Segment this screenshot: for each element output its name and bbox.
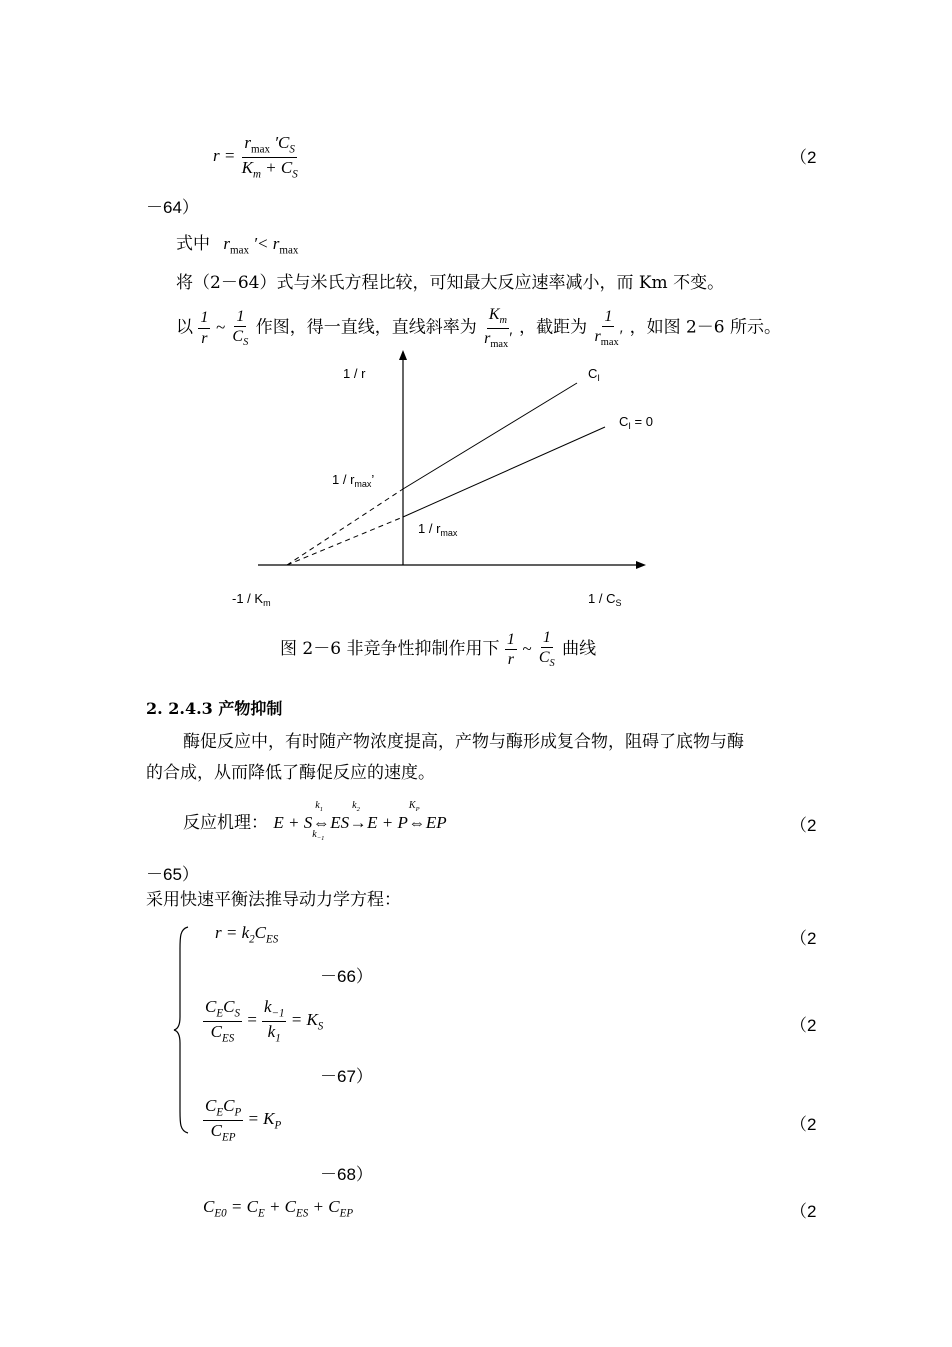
paragraph-line-2: 的合成，从而降低了酶促反应的速度。 bbox=[146, 763, 435, 783]
line-uninhibited bbox=[403, 427, 605, 517]
equation-number-continued: －68） bbox=[320, 1165, 373, 1184]
mechanism-label: 反应机理： bbox=[183, 813, 268, 833]
equation-number-continued: －66） bbox=[320, 967, 373, 986]
where-line: 式中 $r_{max}$ ′< $r_{max}$ bbox=[176, 234, 299, 257]
equation-number: （2 bbox=[790, 929, 817, 948]
equation-number-continued: －65） bbox=[146, 865, 199, 884]
left-brace bbox=[172, 925, 192, 1135]
mechanism-line: 反应机理： E + S $k_1$ ⇔ $k_{-1}$ ES $k_2$ →E + P $K_P$ ⇔EP bbox=[183, 800, 447, 842]
equation-number: （2 bbox=[790, 816, 817, 835]
dashed-extrapolation-bottom bbox=[287, 517, 403, 565]
equation-2-68: $\frac{C_EC_P}{C_{EP}}$ = $K_P$ bbox=[205, 1096, 282, 1144]
x-intercept-label: $-1 / K_m$ bbox=[232, 591, 271, 608]
x-axis-arrow bbox=[636, 561, 646, 569]
equation-number-continued: －64） bbox=[146, 198, 199, 217]
section-heading: 2. 2.4.3 产物抑制 bbox=[146, 699, 283, 718]
equation-number: （2 bbox=[790, 1016, 817, 1035]
plot-sentence: 以 $\frac{1}{r}$ ~ $\frac{1}{C_S}$ 作图，得一直线，直线斜率为 $\frac{K_m}{r_{max}'}$ ，截距为 $\frac{1}{r_{max}'}$ ，如图 2－6 所示。 bbox=[176, 306, 782, 350]
paragraph-line-1: 酶促反应中，有时随产物浓度提高，产物与酶形成复合物，阻碍了底物与酶 bbox=[183, 732, 744, 752]
equation-2-67: $\frac{C_EC_S}{C_{ES}}$ = $\frac{k_{-1}}{k_1}$ = $K_S$ bbox=[205, 997, 324, 1045]
equation-2-64: r = $\frac{r_{max} 'C_S}{K_m + C_S}$ bbox=[213, 133, 298, 181]
equation-number: （2 bbox=[790, 148, 817, 167]
equation-number: （2 bbox=[790, 1202, 817, 1221]
intercept-label-uninhibited: $1 / r_{max}$ bbox=[418, 521, 458, 538]
y-axis-arrow bbox=[399, 350, 407, 360]
line-label-inhibited: $C_I$ bbox=[588, 366, 600, 383]
dashed-extrapolation-top bbox=[287, 489, 403, 565]
figure-2-6 bbox=[0, 345, 952, 615]
y-axis-label: 1 / r bbox=[343, 366, 366, 381]
comparison-sentence: 将（2－64）式与米氏方程比较，可知最大反应速率减小，而 Km 不变。 bbox=[176, 273, 725, 293]
line-label-uninhibited: $C_I = 0$ bbox=[619, 414, 653, 431]
equation-number: （2 bbox=[790, 1115, 817, 1134]
where-label: 式中 bbox=[176, 234, 210, 254]
derivation-text: 采用快速平衡法推导动力学方程： bbox=[146, 890, 401, 910]
line-inhibited bbox=[403, 383, 577, 489]
figure-caption: 图 2－6 非竞争性抑制作用下 $\frac{1}{r}$ ~ $\frac{1}{C_S}$ 曲线 bbox=[280, 629, 597, 670]
equation-number-continued: －67） bbox=[320, 1067, 373, 1086]
x-axis-label: $1 / C_S$ bbox=[588, 591, 622, 608]
intercept-label-inhibited: $1 / r_{max}$’ bbox=[332, 472, 375, 489]
equation-2-69: $C_{E0} = C_E + C_{ES} + C_{EP}$ bbox=[203, 1197, 354, 1220]
equation-2-66: $r = k_2C_{ES}$ bbox=[215, 923, 279, 946]
